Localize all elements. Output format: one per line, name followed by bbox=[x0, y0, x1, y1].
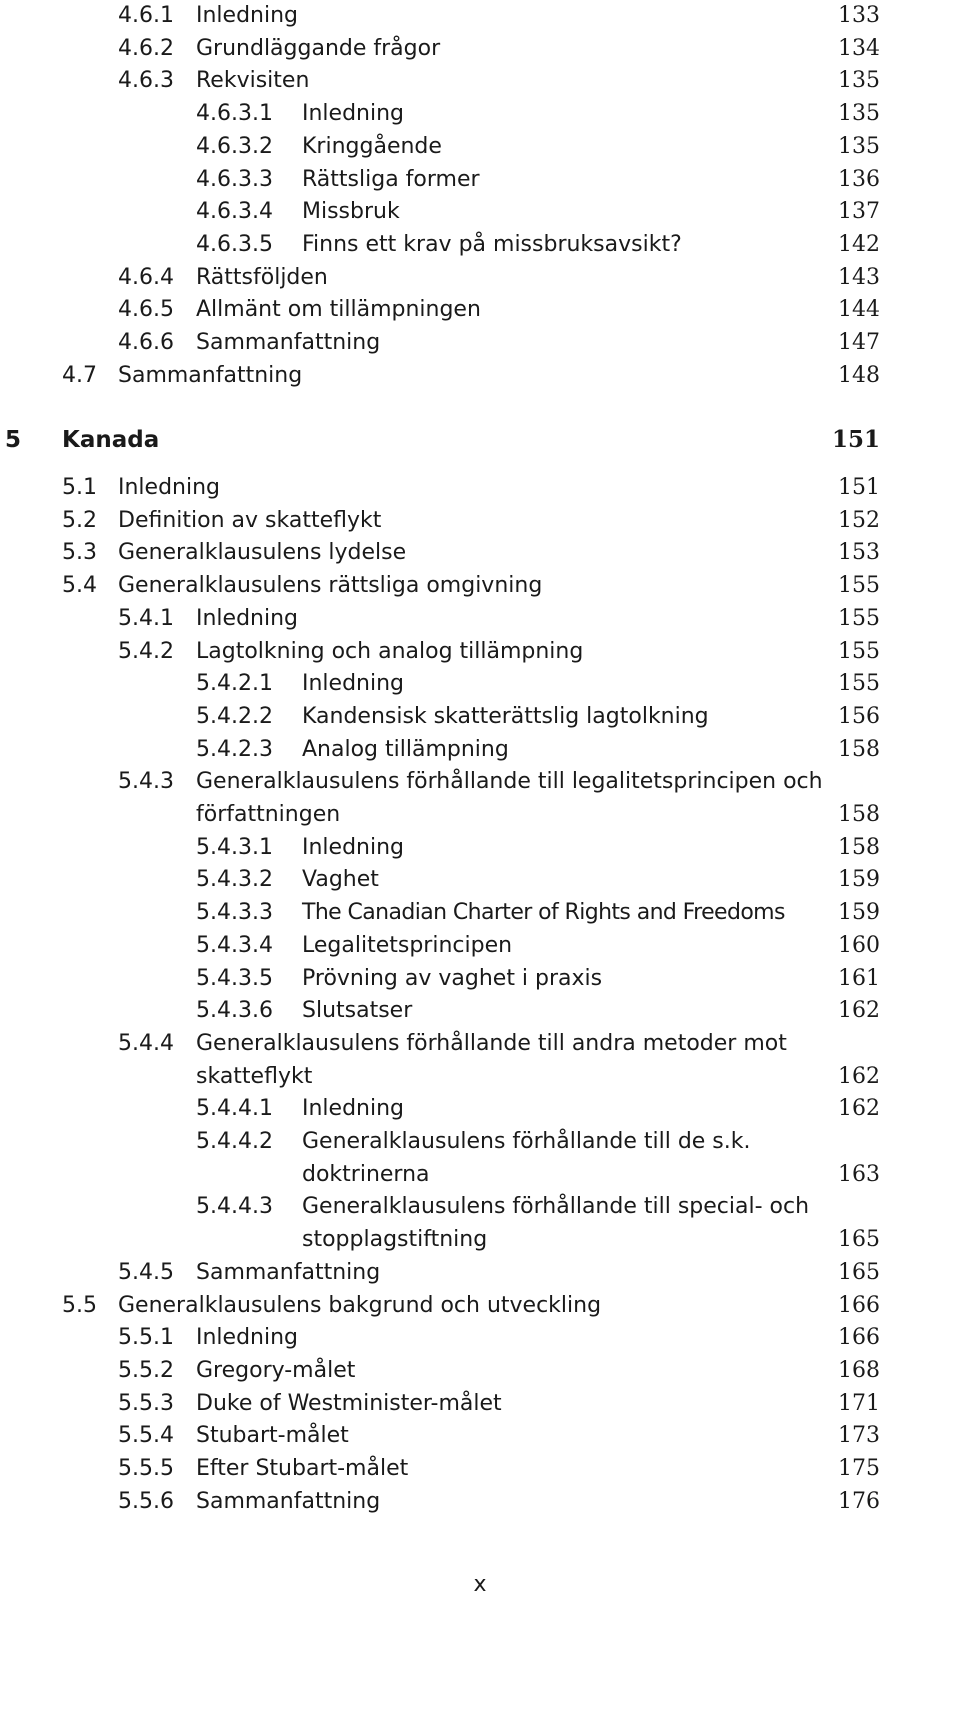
toc-chapter-heading bbox=[0, 424, 960, 457]
toc-entry bbox=[0, 1453, 960, 1486]
toc-entry-title: författningen bbox=[196, 802, 341, 827]
toc-entry-page: 176 bbox=[838, 1488, 880, 1514]
toc-entry-title: stopplagstiftning bbox=[302, 1227, 488, 1253]
toc-entry bbox=[0, 766, 960, 799]
toc-entry-number: 4.6.2 bbox=[118, 35, 174, 61]
toc-entry-page: 155 bbox=[838, 638, 880, 664]
toc-entry-number: 5.3 bbox=[62, 540, 97, 566]
toc-entry-page: 166 bbox=[838, 1292, 880, 1318]
toc-entry bbox=[0, 505, 960, 538]
toc-entry-title: Generalklausulens förhållande till de s.k. bbox=[302, 1129, 751, 1154]
toc-entry bbox=[0, 1355, 960, 1388]
toc-entry-page: 160 bbox=[838, 932, 880, 958]
toc-entry bbox=[0, 930, 960, 963]
toc-entry-page: 155 bbox=[838, 671, 880, 697]
toc-entry bbox=[0, 1322, 960, 1355]
toc-entry-number: 5.2 bbox=[62, 507, 97, 533]
toc-entry-title: Sammanfattning bbox=[196, 1488, 381, 1514]
toc-entry-title: doktrinerna bbox=[302, 1161, 430, 1187]
toc-entry bbox=[0, 897, 960, 930]
toc-entry-number: 5.4.3.1 bbox=[196, 834, 273, 860]
toc-entry-title: Rättsföljden bbox=[196, 264, 328, 290]
toc-chapter-number: 5 bbox=[5, 427, 22, 453]
toc-entry bbox=[0, 164, 960, 197]
toc-entry-page: 165 bbox=[838, 1227, 880, 1253]
toc-entry-title: Finns ett krav på missbruksavsikt? bbox=[302, 231, 682, 257]
toc-entry bbox=[0, 1290, 960, 1323]
toc-entry-title: Missbruk bbox=[302, 199, 400, 225]
toc-entry bbox=[0, 1093, 960, 1126]
toc-entry-number: 5.5.3 bbox=[118, 1390, 174, 1416]
toc-entry-title: Legalitetsprincipen bbox=[302, 932, 513, 958]
toc-entry-page: 144 bbox=[838, 297, 880, 323]
toc-entry bbox=[0, 262, 960, 295]
toc-entry-title: Generalklausulens förhållande till special- och bbox=[302, 1194, 810, 1220]
toc-entry bbox=[0, 963, 960, 996]
toc-entry-page: 134 bbox=[838, 35, 880, 61]
toc-entry-title: Grundläggande frågor bbox=[196, 35, 441, 61]
toc-entry-title: Analog tillämpning bbox=[302, 736, 509, 762]
toc-entry-page: 163 bbox=[838, 1161, 880, 1187]
toc-entry bbox=[0, 33, 960, 66]
toc-entry-page: 133 bbox=[838, 3, 880, 28]
toc-entry-number: 4.6.3 bbox=[118, 68, 174, 94]
toc-entry-page: 162 bbox=[838, 998, 880, 1024]
toc-entry-title: Rättsliga former bbox=[302, 166, 480, 192]
toc-entry-number: 4.6.3.5 bbox=[196, 231, 273, 257]
toc-entry-page: 159 bbox=[838, 867, 880, 893]
toc-entry-number: 4.6.3.3 bbox=[196, 166, 273, 192]
toc-entry-title: Sammanfattning bbox=[196, 330, 381, 355]
toc-entry-title: The Canadian Charter of Rights and Freedoms bbox=[302, 900, 785, 926]
page-number: x bbox=[473, 1572, 487, 1597]
toc-entry-continuation bbox=[0, 1159, 960, 1192]
toc-entry-page: 137 bbox=[838, 199, 880, 225]
toc-entry-title: Sammanfattning bbox=[118, 362, 303, 388]
toc-entry-page: 148 bbox=[838, 362, 880, 388]
toc-entry-number: 4.6.3.1 bbox=[196, 101, 273, 127]
toc-entry-page: 159 bbox=[838, 900, 880, 926]
toc-entry bbox=[0, 1126, 960, 1159]
toc-entry-number: 5.4.3 bbox=[118, 769, 174, 795]
toc-entry-page: 158 bbox=[838, 834, 880, 860]
toc-entry-title: Efter Stubart-målet bbox=[196, 1456, 409, 1481]
toc-entry bbox=[0, 668, 960, 701]
toc-entry-title: Vaghet bbox=[302, 867, 379, 893]
toc-entry-number: 5.4.3.5 bbox=[196, 965, 273, 991]
toc-entry bbox=[0, 1420, 960, 1453]
toc-entry-number: 4.6.4 bbox=[118, 264, 174, 290]
toc-entry-page: 158 bbox=[838, 802, 880, 827]
toc-entry-number: 5.4.4.3 bbox=[196, 1194, 273, 1220]
toc-chapter-title: Kanada bbox=[62, 427, 160, 453]
toc-entry bbox=[0, 196, 960, 229]
toc-entry-page: 155 bbox=[838, 605, 880, 631]
toc-entry bbox=[0, 603, 960, 636]
toc-entry-page: 168 bbox=[838, 1357, 880, 1383]
toc-entry bbox=[0, 229, 960, 262]
toc-entry-number: 5.5 bbox=[62, 1292, 97, 1318]
toc-entry bbox=[0, 294, 960, 327]
toc-entry bbox=[0, 832, 960, 865]
toc-entry-number: 5.4.4 bbox=[118, 1030, 174, 1056]
toc-entry-title: Inledning bbox=[302, 834, 405, 860]
toc-entry-page: 162 bbox=[838, 1096, 880, 1122]
toc-entry bbox=[0, 864, 960, 897]
toc-entry-title: Gregory-målet bbox=[196, 1357, 356, 1383]
toc-entry-number: 5.4.1 bbox=[118, 605, 174, 631]
toc-entry bbox=[0, 360, 960, 393]
toc-entry bbox=[0, 734, 960, 767]
toc-chapter-page: 151 bbox=[831, 426, 880, 453]
toc-entry-title: Generalklausulens bakgrund och utveckling bbox=[118, 1292, 602, 1318]
toc-entry bbox=[0, 472, 960, 505]
toc-entry-number: 5.4.3.6 bbox=[196, 998, 273, 1024]
toc-entry-title: Inledning bbox=[196, 3, 299, 28]
toc-entry-number: 5.4.2.2 bbox=[196, 703, 273, 729]
toc-entry-title: Inledning bbox=[302, 1096, 405, 1122]
toc-entry bbox=[0, 65, 960, 98]
toc-entry-number: 4.6.3.4 bbox=[196, 199, 273, 225]
toc-entry-title: Definition av skatteflykt bbox=[118, 507, 382, 533]
toc-entry bbox=[0, 131, 960, 164]
toc-entry-title: Slutsatser bbox=[302, 998, 413, 1024]
toc-entry-number: 5.5.6 bbox=[118, 1488, 174, 1514]
toc-entry-page: 155 bbox=[838, 573, 880, 599]
toc-entry bbox=[0, 327, 960, 360]
toc-entry bbox=[0, 1257, 960, 1290]
toc-entry-number: 5.4.3.3 bbox=[196, 900, 273, 926]
toc-entry-page: 171 bbox=[838, 1390, 880, 1416]
toc-entry-number: 5.4.2.1 bbox=[196, 671, 273, 697]
toc-entry-title: Inledning bbox=[302, 101, 405, 127]
toc-entry bbox=[0, 1028, 960, 1061]
toc-entry-number: 5.4.4.2 bbox=[196, 1129, 273, 1154]
toc-entry-continuation bbox=[0, 1224, 960, 1257]
toc-entry-number: 4.6.3.2 bbox=[196, 133, 273, 159]
toc-entry-page: 158 bbox=[838, 736, 880, 762]
toc-entry-number: 5.1 bbox=[62, 475, 97, 500]
toc-entry-page: 175 bbox=[838, 1456, 880, 1481]
toc-entry bbox=[0, 995, 960, 1028]
toc-entry-page: 165 bbox=[838, 1259, 880, 1285]
toc-entry-page: 173 bbox=[838, 1423, 880, 1449]
toc-entry-title: Inledning bbox=[302, 671, 405, 697]
toc-entry-title: skatteflykt bbox=[196, 1063, 313, 1089]
toc-entry-title: Generalklausulens rättsliga omgivning bbox=[118, 573, 543, 599]
toc-entry-page: 135 bbox=[838, 101, 880, 127]
toc-entry-number: 5.4.5 bbox=[118, 1259, 174, 1285]
toc-entry-title: Generalklausulens lydelse bbox=[118, 540, 407, 566]
toc-entry bbox=[0, 537, 960, 570]
toc-entry-continuation bbox=[0, 1061, 960, 1094]
toc-entry-title: Inledning bbox=[196, 1325, 299, 1351]
toc-entry-title: Generalklausulens förhållande till legalitetsprincipen och bbox=[196, 769, 823, 795]
toc-entry-continuation bbox=[0, 799, 960, 832]
toc-entry-page: 161 bbox=[838, 965, 880, 991]
toc-entry bbox=[0, 570, 960, 603]
toc-entry bbox=[0, 1486, 960, 1519]
toc-entry-number: 5.4 bbox=[62, 573, 97, 599]
toc-entry bbox=[0, 98, 960, 131]
toc-entry-number: 5.4.2.3 bbox=[196, 736, 273, 762]
toc-entry-title: Generalklausulens förhållande till andra metoder mot bbox=[196, 1030, 787, 1056]
toc-entry-page: 162 bbox=[838, 1063, 880, 1089]
toc-entry-title: Prövning av vaghet i praxis bbox=[302, 965, 603, 991]
toc-entry bbox=[0, 1388, 960, 1421]
toc-entry-title: Allmänt om tillämpningen bbox=[196, 297, 481, 323]
toc-entry-number: 5.5.5 bbox=[118, 1456, 174, 1481]
toc-entry-number: 5.5.4 bbox=[118, 1423, 174, 1449]
toc-entry-page: 156 bbox=[838, 703, 880, 729]
toc-entry-title: Kringgående bbox=[302, 133, 442, 159]
toc-entry bbox=[0, 1191, 960, 1224]
toc-entry-number: 4.7 bbox=[62, 362, 97, 388]
toc-entry-number: 5.4.3.4 bbox=[196, 932, 273, 958]
toc-entry-page: 143 bbox=[838, 264, 880, 290]
toc-entry-number: 5.4.4.1 bbox=[196, 1096, 273, 1122]
toc-entry-number: 5.4.3.2 bbox=[196, 867, 273, 893]
toc-entry-page: 135 bbox=[838, 68, 880, 94]
toc-entry-number: 5.5.1 bbox=[118, 1325, 174, 1351]
toc-entry-title: Sammanfattning bbox=[196, 1259, 381, 1285]
toc-entry bbox=[0, 636, 960, 669]
toc-entry-page: 166 bbox=[838, 1325, 880, 1351]
toc-entry-number: 4.6.5 bbox=[118, 297, 174, 323]
toc-entry-page: 147 bbox=[838, 330, 880, 355]
toc-entry-title: Inledning bbox=[118, 475, 221, 500]
toc-entry-title: Kandensisk skatterättslig lagtolkning bbox=[302, 703, 709, 729]
toc-entry-number: 5.5.2 bbox=[118, 1357, 174, 1383]
toc-entry-title: Lagtolkning och analog tillämpning bbox=[196, 638, 584, 664]
toc-entry-number: 4.6.1 bbox=[118, 3, 174, 28]
toc-entry-page: 151 bbox=[838, 475, 880, 500]
toc-entry bbox=[0, 0, 960, 33]
toc-entry-title: Duke of Westminister-målet bbox=[196, 1390, 502, 1416]
toc-entry-title: Rekvisiten bbox=[196, 68, 310, 94]
toc-entry-page: 153 bbox=[838, 540, 880, 566]
toc-entry-title: Inledning bbox=[196, 605, 299, 631]
toc-entry-page: 142 bbox=[838, 231, 880, 257]
toc-entry-page: 135 bbox=[838, 133, 880, 159]
toc-entry-title: Stubart-målet bbox=[196, 1423, 349, 1449]
toc-entry-number: 5.4.2 bbox=[118, 638, 174, 664]
toc-entry bbox=[0, 701, 960, 734]
toc-entry-page: 152 bbox=[838, 507, 880, 533]
toc-entry-number: 4.6.6 bbox=[118, 330, 174, 355]
toc-entry-page: 136 bbox=[838, 166, 880, 192]
